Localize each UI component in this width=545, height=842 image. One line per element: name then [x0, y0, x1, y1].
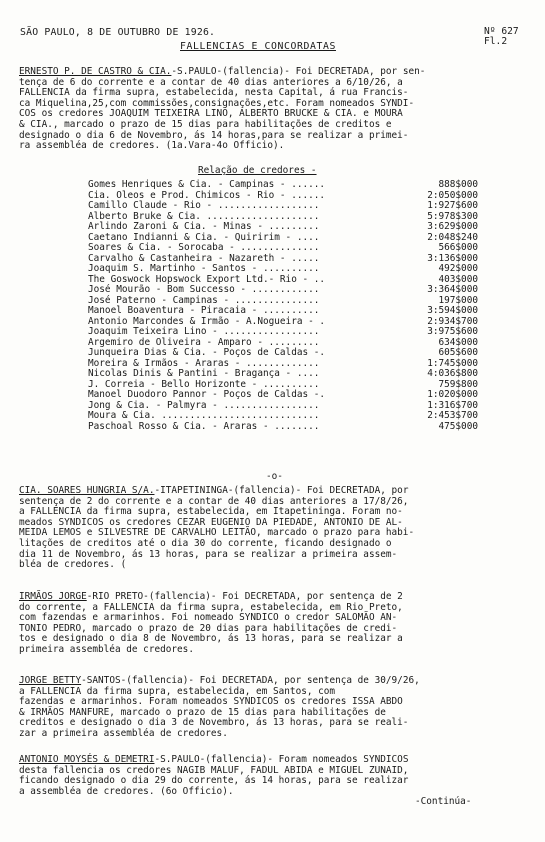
creditor-name: José Paterno - Campinas - ............... — [88, 294, 320, 306]
creditor-amount: 403$000 — [438, 273, 478, 285]
creditor-name: Manoel Boaventura - Piracaia - .......... — [88, 305, 320, 316]
section-title: FALLENCIAS E CONCORDATAS — [180, 41, 336, 52]
entry-jorge-betty — [19, 676, 529, 740]
entry-lead: CIA. SOARES HUNGRIA S/A. — [19, 485, 155, 496]
creditor-amount: 566$000 — [438, 242, 478, 253]
creditor-amount: 475$000 — [438, 420, 478, 432]
creditor-name: Moura & Cia. ............................ — [88, 410, 320, 421]
entry-line: a FALLENCIA da firma supra, estabelecida, em Santos, com — [19, 685, 336, 697]
creditor-row — [88, 306, 478, 317]
entry-line: -RIO PRETO-(fallencia)- Foi DECRETADA, por sentença de 2 — [86, 591, 403, 602]
creditor-amount: 3:629$000 — [427, 221, 478, 232]
entry-line: TONIO PEDRO, marcado o prazo de 20 dias para habilitações de credi- — [19, 622, 398, 634]
creditor-name: Arlindo Zaroni & Cia. - Minas - ......... — [88, 221, 320, 232]
entry-line: -S.PAULO-(fallencia)- Foi DECRETADA, por sen- — [171, 66, 426, 77]
sheet-number: Fl.2 — [484, 36, 508, 47]
entry-line: ra assembléa de credores. (1a.Vara-4o Officio). — [19, 140, 285, 152]
creditor-name: Junqueira Dias & Cia. - Poços de Caldas -. — [88, 347, 326, 358]
entry-line: FALLENCIA da firma supra, estabelecida, nesta Capital, á rua Francis- — [19, 87, 409, 99]
continues-note: -Continúa- — [415, 796, 472, 807]
creditor-name: Soares & Cia. - Sorocaba - .............. — [88, 242, 320, 253]
creditor-name: Paschoal Rosso & Cia. - Araras - ........ — [88, 420, 320, 432]
creditor-amount: 197$000 — [438, 294, 478, 306]
creditor-amount: 3:975$600 — [427, 326, 478, 337]
creditor-row — [88, 243, 478, 254]
creditor-amount: 2:934$700 — [427, 315, 478, 327]
creditor-row — [88, 180, 478, 191]
entry-line: COS os credores JOAQUIM TEIXEIRA LINO, ALBERTO BRUCKE & CIA. e MOURA — [19, 108, 403, 120]
creditor-amount: 5:978$300 — [427, 210, 478, 222]
entry-line: sentença de 2 do corrente e a contar de 40 dias anteriores a 17/8/26, — [19, 495, 409, 507]
creditor-name: J. Correia - Bello Horizonte - .......... — [88, 378, 320, 390]
entry-lead: ERNESTO P. DE CASTRO & CIA. — [19, 66, 172, 77]
entry-line: MEIDA LEMOS e SILVESTRE DE CARVALHO LEITÃO, marcado o prazo para habi- — [19, 527, 415, 539]
creditor-name: The Goswock Hopswock Export Ltd.- Rio - .. — [88, 273, 326, 285]
entry-soares-hungria — [19, 486, 529, 571]
creditors-heading: Relação de credores - — [198, 165, 317, 176]
creditor-name: Cia. Oleos e Prod. Chimicos - Rio - ...... — [88, 189, 326, 201]
creditor-amount: 1:316$700 — [427, 399, 478, 411]
creditor-name: Antonio Marcondes & Irmão - A.Nogueira - . — [88, 315, 326, 327]
entry-line: dia 11 de Novembro, ás 13 horas, para se realizar a primeira assem- — [19, 548, 398, 560]
creditor-amount: 3:594$000 — [427, 305, 478, 316]
creditor-name: Joaquim Teixeira Lino - ................. — [88, 326, 320, 337]
creditor-name: José Mourão - Bom Successo - ............ — [88, 284, 320, 295]
creditor-row — [88, 390, 478, 401]
creditor-amount: 1:745$000 — [427, 357, 478, 369]
entry-line: tença de 6 do corrente e a contar de 40 dias anteriores a 6/10/26, a — [19, 76, 403, 88]
creditor-row — [88, 369, 478, 380]
creditor-amount: 634$000 — [438, 336, 478, 348]
creditor-row — [88, 411, 478, 422]
entry-line: tos e designado o dia 8 de Novembro, ás 13 horas, para se realizar a — [19, 633, 403, 645]
entry-line: & CIA., marcado o prazo de 15 dias para habilitações de creditos e — [19, 118, 392, 130]
entry-line: -SANTOS-(fallencia)- Foi DECRETADA, por sentença de 30/9/26, — [81, 675, 420, 686]
creditor-row — [88, 222, 478, 233]
creditor-name: Camillo Claude - Rio - .................. — [88, 200, 320, 211]
creditor-name: Gomes Henriques & Cia. - Campinas - ...... — [88, 179, 326, 190]
entry-line: bléa de credores. ( — [19, 559, 127, 571]
creditor-amount: 605$600 — [438, 347, 478, 358]
creditor-row — [88, 422, 478, 433]
entry-line: a assembléa de credores. (6o Officio). — [19, 785, 234, 797]
creditor-name: Caetano Indianni & Cia. - Quiririm - .... — [88, 231, 320, 243]
entry-line: a FALLENCIA da firma supra, estabelecida, em Itapetininga. Foram no- — [19, 506, 403, 518]
creditor-name: Manoel Duodoro Pannor - Poços de Caldas -. — [88, 389, 326, 400]
entry-line: desta fallencia os credores NAGIB MALUF, FADUL ABIDA e MIGUEL ZUNAID, — [19, 764, 409, 776]
entry-line: ficando designado o dia 29 do corrente, ás 14 horas, para se realizar — [19, 775, 409, 787]
entry-line: & IRMÃOS MANFURE, marcado o prazo de 15 dias para habilitações de — [19, 706, 386, 718]
creditor-amount: 2:048$240 — [427, 231, 478, 243]
creditor-amount: 3:136$000 — [427, 252, 478, 264]
creditor-name: Joaquim S. Martinho - Santos - .......... — [88, 263, 320, 274]
creditor-amount: 1:020$000 — [427, 389, 478, 400]
creditor-row — [88, 201, 478, 212]
entry-line: creditos e designado o dia 3 de Novembro, ás 13 horas, para se reali- — [19, 717, 409, 729]
entry-ernesto-castro — [19, 67, 529, 152]
creditor-amount: 3:364$000 — [427, 284, 478, 295]
entry-line: designado o dia 6 de Novembro, ás 14 horas,para se realizar a primei- — [19, 129, 409, 141]
creditor-name: Carvalho & Castanheira - Nazareth - ..... — [88, 252, 320, 264]
separator: -o- — [266, 471, 283, 482]
entry-line: meados SYNDICOS os credores CEZAR EUGENIO DA PIEDADE, ANTONIO DE AL- — [19, 516, 403, 528]
entry-line: com fazendas e armarinhos. Foi nomeado SYNDICO o credor SALOMÃO AN- — [19, 612, 398, 624]
entry-line: fazendas e armarinhos. Foram nomeados SYNDICOS os credores ISSA ABDO — [19, 696, 403, 708]
entry-lead: ANTONIO MOYSÉS & DEMETRI — [19, 754, 155, 765]
creditor-amount: 1:927$600 — [427, 200, 478, 211]
entry-line: do corrente, a FALLENCIA da firma supra, estabelecida, em Rio Preto, — [19, 601, 403, 613]
creditor-row — [88, 348, 478, 359]
bulletin-number: Nº 627 — [484, 26, 519, 37]
creditor-amount: 2:453$700 — [427, 410, 478, 421]
entry-line: zar a primeira assembléa de credores. — [19, 727, 228, 739]
creditor-name: Alberto Bruke & Cia. .................... — [88, 210, 320, 222]
entry-line: litações de creditos até o dia 30 do corrente, ficando designado o — [19, 537, 392, 549]
entry-antonio-moyses — [19, 755, 529, 797]
entry-line: primeira assembléa de credores. — [19, 643, 194, 655]
creditor-row — [88, 327, 478, 338]
entry-irmaos-jorge — [19, 592, 529, 656]
creditor-row — [88, 264, 478, 275]
entry-lead: IRMÃOS JORGE — [19, 591, 87, 602]
creditor-amount: 4:036$800 — [427, 368, 478, 379]
creditor-name: Jong & Cia. - Palmyra - ................. — [88, 399, 320, 411]
creditor-name: Nicolas Dinis & Pantini - Bragança - .... — [88, 368, 320, 379]
creditors-list — [88, 180, 478, 432]
dateline: SÃO PAULO, 8 DE OUTUBRO DE 1926. — [20, 27, 216, 38]
creditor-amount: 759$800 — [438, 378, 478, 390]
creditor-amount: 888$000 — [438, 179, 478, 190]
creditor-name: Argemiro de Oliveira - Amparo - ......... — [88, 336, 320, 348]
entry-line: ca Miquelina,25,com commissões,consignações,etc. Foram nomeados SYNDI- — [19, 97, 415, 109]
entry-line: -S.PAULO-(fallencia)- Foram nomeados SYNDICOS — [154, 754, 409, 765]
creditor-amount: 492$000 — [438, 263, 478, 274]
creditor-amount: 2:050$000 — [427, 189, 478, 201]
entry-lead: JORGE BETTY — [19, 675, 82, 686]
page-number — [484, 27, 519, 47]
entry-line: -ITAPETININGA-(fallencia)- Foi DECRETADA, por — [154, 485, 409, 496]
creditor-name: Moreira & Irmãos - Araras - ............. — [88, 357, 320, 369]
creditor-row — [88, 285, 478, 296]
